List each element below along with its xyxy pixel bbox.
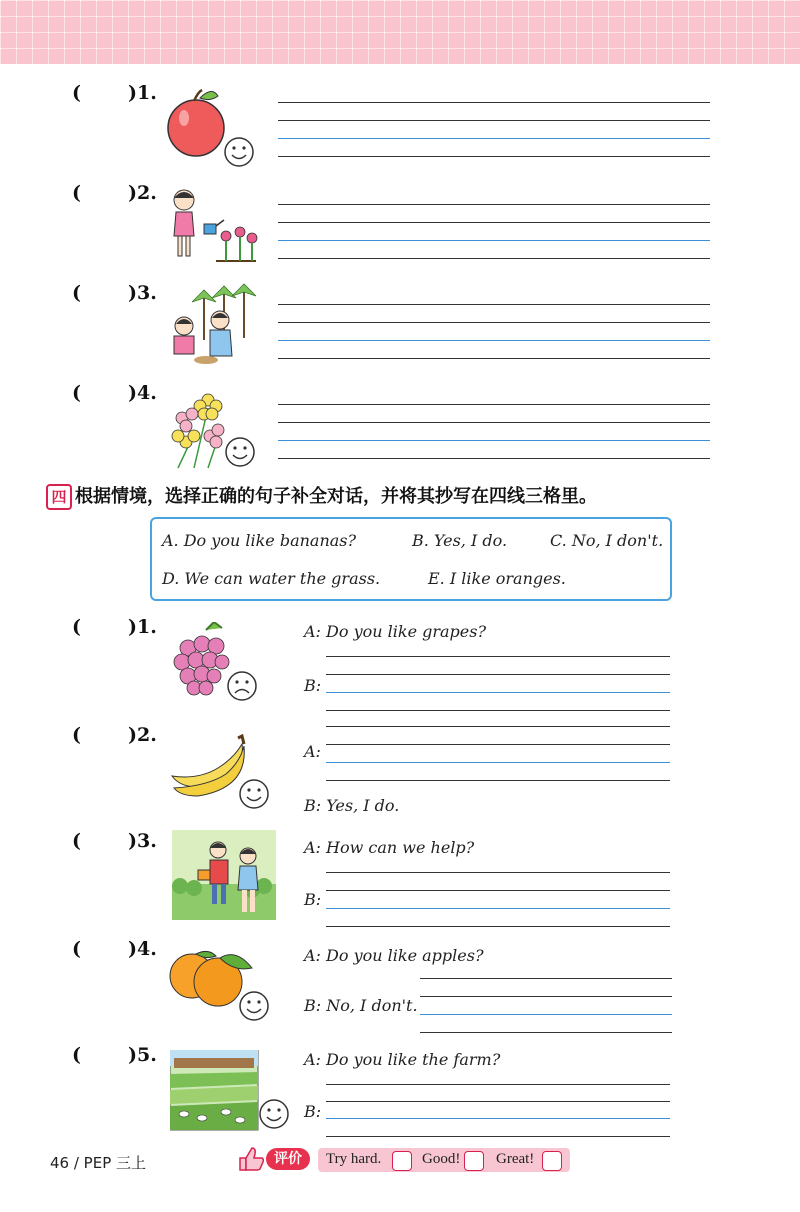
good-checkbox[interactable] bbox=[464, 1151, 484, 1171]
oranges-picture bbox=[168, 946, 272, 1026]
section-number-badge: 四 bbox=[46, 484, 72, 510]
dialog-line-a: A: Do you like apples? bbox=[304, 946, 484, 965]
writing-lines bbox=[278, 304, 710, 358]
try-hard-label: Try hard. bbox=[326, 1151, 382, 1167]
writing-lines bbox=[278, 102, 710, 156]
writing-lines bbox=[278, 204, 710, 258]
options-box bbox=[150, 517, 672, 601]
bananas-picture bbox=[168, 734, 272, 814]
dialog-line-a: A: How can we help? bbox=[304, 838, 475, 857]
writing-lines bbox=[326, 1084, 670, 1136]
great-checkbox[interactable] bbox=[542, 1151, 562, 1171]
dialog-line-a: A: bbox=[304, 742, 321, 761]
dialog-line-b: B: Yes, I do. bbox=[304, 796, 400, 815]
dialog-line-b: B: bbox=[304, 890, 322, 909]
option-c: C. No, I don't. bbox=[550, 531, 664, 550]
writing-lines bbox=[278, 404, 710, 458]
option-d: D. We can water the grass. bbox=[162, 569, 381, 588]
dialog-line-b: B: No, I don't. bbox=[304, 996, 418, 1015]
page-number: 46 / PEP 三上 bbox=[50, 1154, 147, 1172]
good-label: Good! bbox=[422, 1151, 461, 1167]
option-a: A. Do you like bananas? bbox=[162, 531, 357, 550]
writing-lines bbox=[420, 978, 672, 1032]
thumbs-up-icon bbox=[236, 1146, 266, 1172]
great-label: Great! bbox=[496, 1151, 535, 1167]
evaluation-options bbox=[318, 1148, 570, 1172]
evaluation-label: 评价 bbox=[266, 1148, 310, 1170]
dialog-line-b: B: bbox=[304, 1102, 322, 1121]
section-4-title bbox=[46, 482, 597, 510]
self-evaluation-bar bbox=[236, 1144, 570, 1174]
try-hard-checkbox[interactable] bbox=[392, 1151, 412, 1171]
girl-watering-flowers-picture bbox=[164, 186, 260, 266]
boys-watering-grass-picture bbox=[172, 830, 276, 920]
children-planting-trees-picture bbox=[164, 280, 260, 368]
flowers-picture bbox=[164, 384, 260, 470]
dialog-line-b: B: bbox=[304, 676, 322, 695]
section-instruction: 根据情境，选择正确的句子补全对话，并将其抄写在四线三格里。 bbox=[75, 486, 597, 507]
option-e: E. I like oranges. bbox=[428, 569, 566, 588]
writing-lines bbox=[326, 726, 670, 780]
option-b: B. Yes, I do. bbox=[412, 531, 508, 550]
apple-picture bbox=[164, 86, 260, 168]
top-header-band bbox=[0, 0, 800, 64]
dialog-line-a: A: Do you like the farm? bbox=[304, 1050, 501, 1069]
farm-picture bbox=[170, 1050, 294, 1132]
dialog-line-a: A: Do you like grapes? bbox=[304, 622, 487, 641]
writing-lines bbox=[326, 872, 670, 926]
writing-lines bbox=[326, 656, 670, 710]
grapes-picture bbox=[168, 622, 260, 704]
